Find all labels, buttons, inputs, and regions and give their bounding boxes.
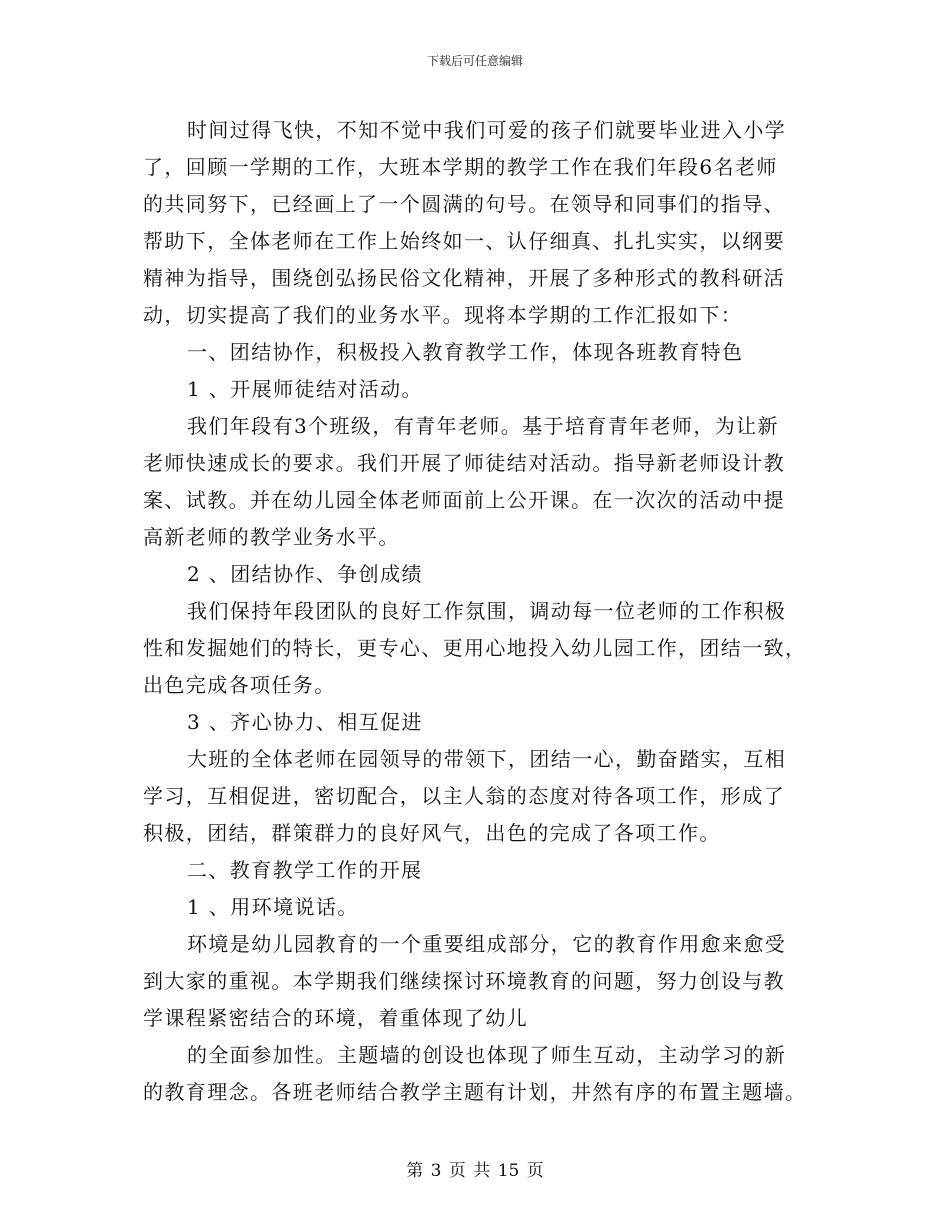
paragraph-line: 精神为指导，围绕创弘扬民俗文化精神，开展了多种形式的教科研活: [143, 266, 785, 290]
paragraph-line: 性和发掘她们的特长，更专心、更用心地投入幼儿园工作，团结一致，: [143, 636, 807, 660]
paragraph-line: 时间过得飞快，不知不觉中我们可爱的孩子们就要毕业进入小学: [187, 118, 787, 142]
paragraph-line: 出色完成各项任务。: [143, 673, 336, 697]
page-header-note: 下载后可任意编辑: [426, 54, 523, 68]
subsection-heading: 3 、齐心协力、相互促进: [187, 710, 423, 734]
page-number: 第 3 页 共 15 页: [406, 1161, 544, 1181]
section-heading: 二、教育教学工作的开展: [187, 858, 423, 882]
paragraph-line: 老师快速成长的要求。我们开展了师徒结对活动。指导新老师设计教: [143, 451, 785, 475]
paragraph-line: 帮助下，全体老师在工作上始终如一、认仔细真、扎扎实实，以纲要: [143, 229, 785, 253]
subsection-heading: 1 、用环境说话。: [187, 895, 359, 919]
subsection-heading: 1 、开展师徒结对活动。: [187, 377, 423, 401]
paragraph-line: 学课程紧密结合的环境，着重体现了幼儿: [143, 1006, 529, 1030]
paragraph-line: 环境是幼儿园教育的一个重要组成部分，它的教育作用愈来愈受: [187, 932, 787, 956]
paragraph-line: 到大家的重视。本学期我们继续探讨环境教育的问题，努力创设与教: [143, 969, 785, 993]
paragraph-line: 我们保持年段团队的良好工作氛围，调动每一位老师的工作积极: [187, 599, 787, 623]
paragraph-line: 大班的全体老师在园领导的带领下，团结一心，勤奋踏实，互相: [187, 747, 787, 771]
paragraph-line: 了，回顾一学期的工作，大班本学期的教学工作在我们年段6名老师: [143, 155, 778, 179]
paragraph-line: 我们年段有3个班级，有青年老师。基于培育青年老师，为让新: [187, 414, 779, 438]
paragraph-line: 高新老师的教学业务水平。: [143, 525, 400, 549]
paragraph-line: 案、试教。并在幼儿园全体老师面前上公开课。在一次次的活动中提: [143, 488, 785, 512]
paragraph-line: 动，切实提高了我们的业务水平。现将本学期的工作汇报如下：: [143, 303, 743, 327]
paragraph-line: 积极，团结，群策群力的良好风气，出色的完成了各项工作。: [143, 821, 721, 845]
paragraph-line: 的共同努下，已经画上了一个圆满的句号。在领导和同事们的指导、: [143, 192, 785, 216]
paragraph-line: 学习，互相促进，密切配合，以主人翁的态度对待各项工作，形成了: [143, 784, 785, 808]
subsection-heading: 2 、团结协作、争创成绩: [187, 562, 423, 586]
section-heading: 一、团结协作，积极投入教育教学工作，体现各班教育特色: [187, 340, 744, 364]
document-body: [143, 112, 807, 1111]
paragraph-line: 的教育理念。各班老师结合教学主题有计划，井然有序的布置主题墙。: [143, 1080, 807, 1104]
paragraph-line: 的全面参加性。主题墙的创设也体现了师生互动，主动学习的新: [187, 1043, 787, 1067]
